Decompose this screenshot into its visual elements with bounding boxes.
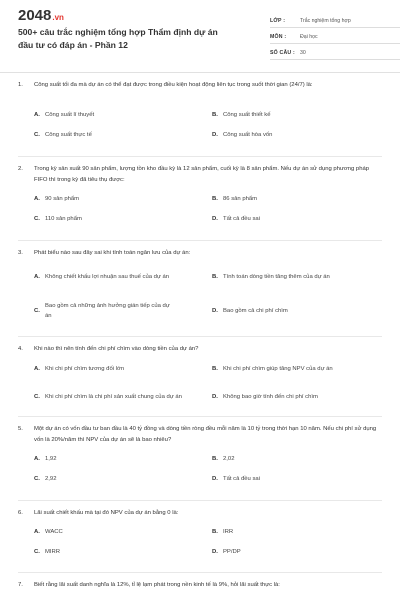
option-c[interactable] bbox=[34, 547, 194, 557]
option-letter: D. bbox=[212, 394, 218, 400]
question-text: Một dự án có vốn đầu tư ban đầu là 40 tỷ đồng và dòng tiền ròng đều mỗi năm là 10 tỷ trong thời hạn 10 năm. Nếu chi phí sử dụng vốn là 20%/năm thì NPV của dự án sẽ là bao nhiêu? bbox=[34, 426, 377, 443]
option-c[interactable] bbox=[34, 300, 194, 322]
option-text: Không bao giờ tính đến chi phí chìm bbox=[223, 394, 318, 400]
option-letter: C. bbox=[34, 476, 40, 482]
option-letter: D. bbox=[212, 308, 218, 314]
question-3 bbox=[18, 248, 382, 319]
option-text: Tính toán dòng tiền tăng thêm của dự án bbox=[223, 274, 330, 280]
option-a[interactable] bbox=[34, 364, 194, 374]
question-text: Biết rằng lãi suất danh nghĩa là 12%, tỉ lệ lạm phát trong nền kinh tế là 9%, hỏi lãi suất thực là: bbox=[34, 582, 280, 588]
question-number: 7. bbox=[18, 582, 23, 588]
option-letter: B. bbox=[212, 196, 218, 202]
question-separator bbox=[18, 240, 382, 241]
question-separator bbox=[18, 572, 382, 573]
question-6 bbox=[18, 508, 382, 555]
option-letter: A. bbox=[34, 529, 40, 535]
meta-label: LỚP : bbox=[270, 17, 286, 24]
option-b[interactable] bbox=[212, 266, 372, 288]
question-number: 6. bbox=[18, 510, 23, 516]
option-text: Khi chi phí chìm giúp tăng NPV của dự án bbox=[223, 366, 333, 372]
option-letter: A. bbox=[34, 112, 40, 118]
question-separator bbox=[18, 156, 382, 157]
meta-value: Đại học bbox=[300, 33, 318, 40]
option-d[interactable] bbox=[212, 214, 372, 224]
question-7 bbox=[18, 580, 382, 591]
option-c[interactable] bbox=[34, 214, 194, 224]
option-text: 2,92 bbox=[45, 476, 57, 482]
question-separator bbox=[18, 500, 382, 501]
option-a[interactable] bbox=[34, 454, 194, 464]
option-text: WACC bbox=[45, 529, 63, 535]
question-number: 1. bbox=[18, 82, 23, 88]
question-separator bbox=[18, 336, 382, 337]
logo-tld: .vn bbox=[52, 13, 64, 22]
option-a[interactable] bbox=[34, 527, 194, 537]
option-text: MIRR bbox=[45, 549, 61, 555]
question-separator bbox=[18, 416, 382, 417]
question-text: Khi nào thì nên tính đến chi phí chìm vào dòng tiền của dự án? bbox=[34, 346, 199, 352]
option-c[interactable] bbox=[34, 130, 194, 140]
option-c[interactable] bbox=[34, 474, 194, 484]
meta-row-count bbox=[270, 46, 400, 60]
option-b[interactable] bbox=[212, 527, 372, 537]
option-letter: A. bbox=[34, 456, 40, 462]
option-letter: A. bbox=[34, 196, 40, 202]
option-b[interactable] bbox=[212, 364, 387, 374]
question-number: 2. bbox=[18, 166, 23, 172]
option-text: PP/DP bbox=[223, 549, 241, 555]
option-letter: B. bbox=[212, 112, 218, 118]
option-text: Công suất thiết kế bbox=[223, 112, 271, 118]
option-letter: C. bbox=[34, 216, 40, 222]
document-title: 500+ câu trắc nghiệm tổng hợp Thẩm định dự án đầu tư có đáp án - Phần 12 bbox=[18, 27, 218, 50]
option-b[interactable] bbox=[212, 194, 372, 204]
option-d[interactable] bbox=[212, 300, 372, 322]
option-d[interactable] bbox=[212, 130, 372, 140]
option-letter: C. bbox=[34, 549, 40, 555]
question-number: 4. bbox=[18, 346, 23, 352]
question-text: Trong kỳ sản xuất 90 sản phẩm, lượng tồn kho đầu kỳ là 12 sản phẩm, cuối kỳ là 8 sản phẩm. Nếu dự án sử dụng phương pháp FIFO thì trong kỳ đã tiêu thụ được: bbox=[34, 166, 370, 183]
option-a[interactable] bbox=[34, 110, 194, 120]
option-letter: B. bbox=[212, 366, 218, 372]
option-d[interactable] bbox=[212, 547, 372, 557]
option-letter: D. bbox=[212, 476, 218, 482]
option-text: Khi chi phí chìm tương đối lớn bbox=[45, 366, 125, 372]
question-number: 3. bbox=[18, 250, 23, 256]
option-letter: D. bbox=[212, 132, 218, 138]
option-letter: A. bbox=[34, 366, 40, 372]
option-text: IRR bbox=[223, 529, 234, 535]
option-text: Bao gồm cả những ảnh hưởng gián tiếp của dự án bbox=[45, 303, 170, 319]
option-text: Công suất lí thuyết bbox=[45, 112, 95, 118]
option-letter: A. bbox=[34, 274, 40, 280]
option-letter: D. bbox=[212, 549, 218, 555]
option-letter: B. bbox=[212, 456, 218, 462]
question-text: Phát biểu nào sau đây sai khi tính toán ngân lưu của dự án: bbox=[34, 250, 191, 256]
option-letter: D. bbox=[212, 216, 218, 222]
meta-value: 30 bbox=[300, 49, 306, 56]
question-text: Công suất tối đa mà dự án có thể đạt được trong điều kiện hoạt động liên tục trong suốt thời gian (24/7) là: bbox=[34, 82, 313, 88]
header bbox=[18, 0, 382, 68]
logo-number: 2048 bbox=[18, 7, 52, 24]
option-letter: B. bbox=[212, 274, 218, 280]
option-text: Tất cả đều sai bbox=[223, 476, 261, 482]
question-1 bbox=[18, 80, 382, 138]
option-a[interactable] bbox=[34, 266, 194, 288]
meta-row-subject bbox=[270, 30, 400, 44]
option-letter: C. bbox=[34, 308, 40, 314]
question-text: Lãi suất chiết khấu mà tại đó NPV của dự án bằng 0 là: bbox=[34, 510, 179, 516]
option-b[interactable] bbox=[212, 454, 372, 464]
option-text: Bao gồm cả chi phí chìm bbox=[223, 308, 288, 314]
option-a[interactable] bbox=[34, 194, 194, 204]
option-text: Không chiết khấu lợi nhuận sau thuế của dự án bbox=[45, 274, 170, 280]
option-b[interactable] bbox=[212, 110, 372, 120]
option-d[interactable] bbox=[212, 386, 372, 408]
option-letter: B. bbox=[212, 529, 218, 535]
question-number: 5. bbox=[18, 426, 23, 432]
header-divider bbox=[0, 72, 400, 73]
option-text: Công suất thực tế bbox=[45, 132, 92, 138]
option-d[interactable] bbox=[212, 474, 372, 484]
meta-label: MÔN : bbox=[270, 33, 287, 40]
option-text: Khi chi phí chìm là chi phí sản xuất chung của dự án bbox=[45, 394, 182, 400]
option-text: 1,92 bbox=[45, 456, 57, 462]
meta-value: Trắc nghiệm tổng hợp bbox=[300, 17, 351, 24]
option-text: 90 sản phẩm bbox=[45, 196, 80, 202]
site-logo[interactable] bbox=[18, 7, 64, 24]
meta-label: SỐ CÂU : bbox=[270, 49, 295, 56]
option-text: 86 sản phẩm bbox=[223, 196, 258, 202]
option-letter: C. bbox=[34, 132, 40, 138]
option-text: 110 sản phẩm bbox=[45, 216, 82, 222]
option-letter: C. bbox=[34, 394, 40, 400]
option-c[interactable] bbox=[34, 386, 194, 408]
option-text: Tất cả đều sai bbox=[223, 216, 261, 222]
question-4 bbox=[18, 344, 382, 400]
meta-table bbox=[270, 14, 400, 62]
question-2 bbox=[18, 164, 382, 222]
option-text: Công suất hòa vốn bbox=[223, 132, 273, 138]
question-5 bbox=[18, 424, 382, 482]
option-text: 2,02 bbox=[223, 456, 235, 462]
meta-row-class bbox=[270, 14, 400, 28]
